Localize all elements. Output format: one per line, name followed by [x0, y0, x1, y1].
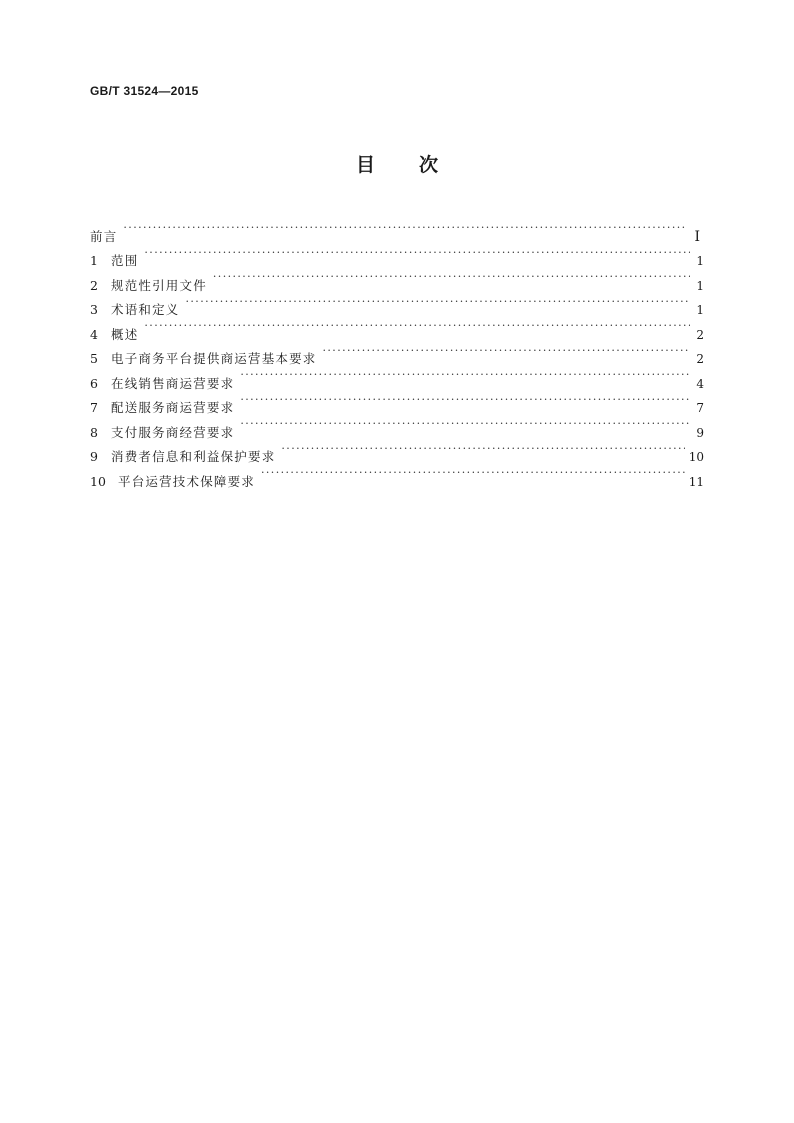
toc-entry-page: 11: [688, 474, 704, 489]
toc-leader-dots: [281, 437, 684, 462]
toc-leader-dots: [240, 388, 690, 413]
toc-entry-label: 术语和定义: [111, 302, 180, 317]
toc-entry-page: 10: [688, 450, 704, 464]
toc-entry-page: 1: [696, 254, 704, 268]
toc-entry-number: 4: [90, 326, 98, 342]
toc-entry-5[interactable]: [90, 339, 704, 364]
toc-leader-dots: [323, 339, 690, 364]
toc-entry-number: 7: [90, 400, 98, 415]
toc-entry-label: 消费者信息和利益保护要求: [111, 449, 276, 464]
table-of-contents: [90, 216, 704, 489]
toc-entry-label: 配送服务商运营要求: [111, 400, 235, 415]
toc-entry-number: 8: [90, 424, 98, 440]
toc-entry-label: 支付服务商经营要求: [111, 424, 235, 440]
toc-entry-page: 2: [696, 352, 704, 366]
toc-entry-label: 概述: [111, 326, 139, 342]
page-title: [0, 150, 794, 177]
toc-entry-label: 平台运营技术保障要求: [118, 473, 256, 489]
page-title-char-2: 次: [419, 154, 439, 176]
toc-leader-dots: [213, 265, 690, 290]
toc-entry-page: 2: [696, 327, 704, 342]
toc-leader-dots: [144, 314, 690, 339]
toc-entry-1[interactable]: [90, 241, 704, 266]
toc-leader-dots: [144, 241, 690, 266]
toc-leader-dots: [261, 461, 685, 486]
toc-entry-page: 1: [696, 303, 704, 317]
toc-leader-dots: [240, 412, 690, 437]
toc-entry-number: 10: [90, 473, 106, 489]
toc-entry-2[interactable]: [90, 265, 704, 293]
page-title-char-1: 目: [355, 154, 375, 176]
toc-entry-page: 1: [696, 278, 704, 293]
toc-leader-dots: [186, 290, 690, 315]
toc-entry-label: 前言: [90, 228, 118, 244]
toc-entry-number: 6: [90, 375, 98, 391]
toc-entry-label: 在线销售商运营要求: [111, 375, 235, 391]
toc-entry-label: 范围: [111, 253, 139, 268]
toc-entry-number: 5: [90, 351, 98, 366]
toc-entry-label: 规范性引用文件: [111, 277, 207, 293]
toc-entry-number: 3: [90, 302, 98, 317]
toc-entry-page: 4: [696, 376, 704, 391]
toc-entry-number: 2: [90, 277, 98, 293]
toc-leader-dots: [240, 363, 690, 388]
toc-entry-number: 1: [90, 253, 98, 268]
toc-entry-page: I: [694, 228, 700, 245]
toc-entry-4[interactable]: [90, 314, 704, 342]
toc-leader-dots: [123, 216, 686, 241]
toc-entry-page: 7: [696, 401, 704, 415]
toc-entry-foreword[interactable]: [90, 216, 704, 245]
toc-entry-page: 9: [696, 425, 704, 440]
standard-code: GB/T 31524—2015: [90, 84, 199, 98]
toc-entry-label: 电子商务平台提供商运营基本要求: [111, 351, 317, 366]
toc-entry-number: 9: [90, 449, 98, 464]
